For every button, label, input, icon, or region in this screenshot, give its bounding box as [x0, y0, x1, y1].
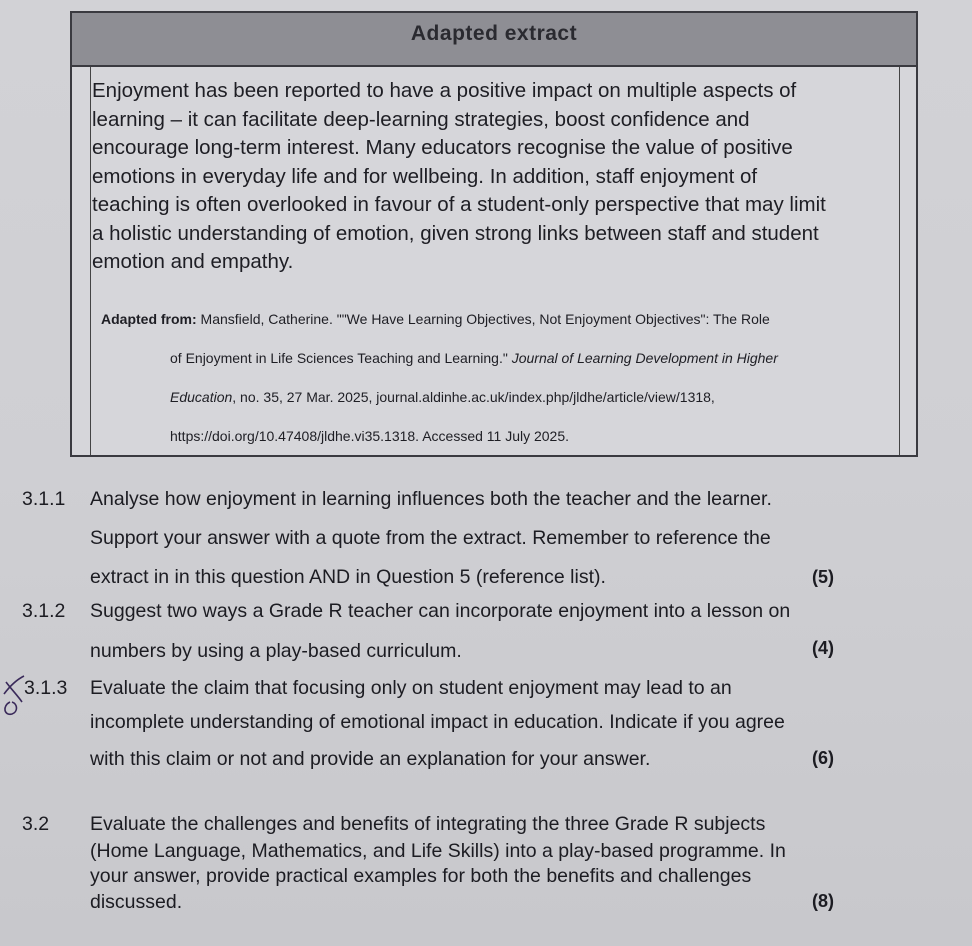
- question-line: Evaluate the claim that focusing only on student enjoyment may lead to an: [90, 677, 732, 699]
- question-line: extract in in this question AND in Question 5 (reference list).: [90, 566, 606, 588]
- source-label: Adapted from:: [101, 311, 197, 327]
- question-marks: (6): [812, 748, 834, 768]
- question-3-1-3: [0, 677, 972, 787]
- question-line: numbers by using a play-based curriculum.: [90, 640, 462, 662]
- question-line: Suggest two ways a Grade R teacher can incorporate enjoyment into a lesson on: [90, 600, 791, 622]
- question-marks: (5): [812, 567, 834, 587]
- question-marks: (4): [812, 638, 834, 658]
- question-line: (Home Language, Mathematics, and Life Skills) into a play-based programme. In: [90, 840, 786, 862]
- extract-line: encourage long-term interest. Many educators recognise the value of positive: [92, 136, 793, 159]
- source-journal-title-cont: Education: [170, 389, 233, 405]
- source-citation-1: Mansfield, Catherine. ""We Have Learning Objectives, Not Enjoyment Objectives": The Role: [196, 311, 770, 327]
- extract-body: [92, 77, 892, 277]
- question-3-2: [0, 813, 972, 933]
- extract-line: emotion and empathy.: [92, 250, 294, 273]
- extract-line: emotions in everyday life and for wellbeing. In addition, staff enjoyment of: [92, 164, 758, 188]
- extract-source: [101, 307, 901, 463]
- source-journal-title: Journal of Learning Development in Higher: [511, 350, 778, 366]
- question-line: Evaluate the challenges and benefits of integrating the three Grade R subjects: [90, 813, 766, 835]
- question-line: incomplete understanding of emotional impact in education. Indicate if you agree: [90, 711, 785, 733]
- question-number: 3.1.1: [22, 488, 66, 510]
- extract-line: teaching is often overlooked in favour of a student-only perspective that may limit: [92, 193, 826, 216]
- question-3-1-2: [0, 600, 972, 670]
- source-line-3: [101, 385, 901, 424]
- extract-header: Adapted extract: [72, 13, 916, 67]
- question-marks: (8): [812, 891, 834, 911]
- question-line: with this claim or not and provide an explanation for your answer.: [90, 748, 651, 770]
- question-line: discussed.: [90, 891, 183, 913]
- source-line-2: [101, 346, 901, 385]
- question-3-1-1: [0, 488, 972, 598]
- adapted-extract-box: [70, 11, 918, 457]
- question-line: your answer, provide practical examples for both the benefits and challenges: [90, 865, 752, 887]
- extract-line: a holistic understanding of emotion, given strong links between staff and student: [92, 221, 819, 245]
- question-line: Support your answer with a quote from the extract. Remember to reference the: [90, 527, 771, 549]
- source-line-1: [101, 307, 901, 346]
- source-citation-2a: of Enjoyment in Life Sciences Teaching and Learning.": [170, 350, 512, 366]
- source-doi: https://doi.org/10.47408/jldhe.vi35.1318. Accessed 11 July 2025.: [170, 428, 570, 444]
- extract-line: learning – it can facilitate deep-learning strategies, boost confidence and: [92, 107, 750, 131]
- extract-line: Enjoyment has been reported to have a positive impact on multiple aspects of: [92, 79, 797, 102]
- question-number: 3.2: [22, 813, 50, 835]
- source-citation-3: , no. 35, 27 Mar. 2025, journal.aldinhe.ac.uk/index.php/jldhe/article/view/1318,: [232, 389, 715, 405]
- source-line-4: [101, 424, 901, 463]
- question-number: 3.1.2: [22, 600, 66, 622]
- question-line: Analyse how enjoyment in learning influences both the teacher and the learner.: [90, 488, 772, 510]
- question-number: 3.1.3: [24, 677, 68, 699]
